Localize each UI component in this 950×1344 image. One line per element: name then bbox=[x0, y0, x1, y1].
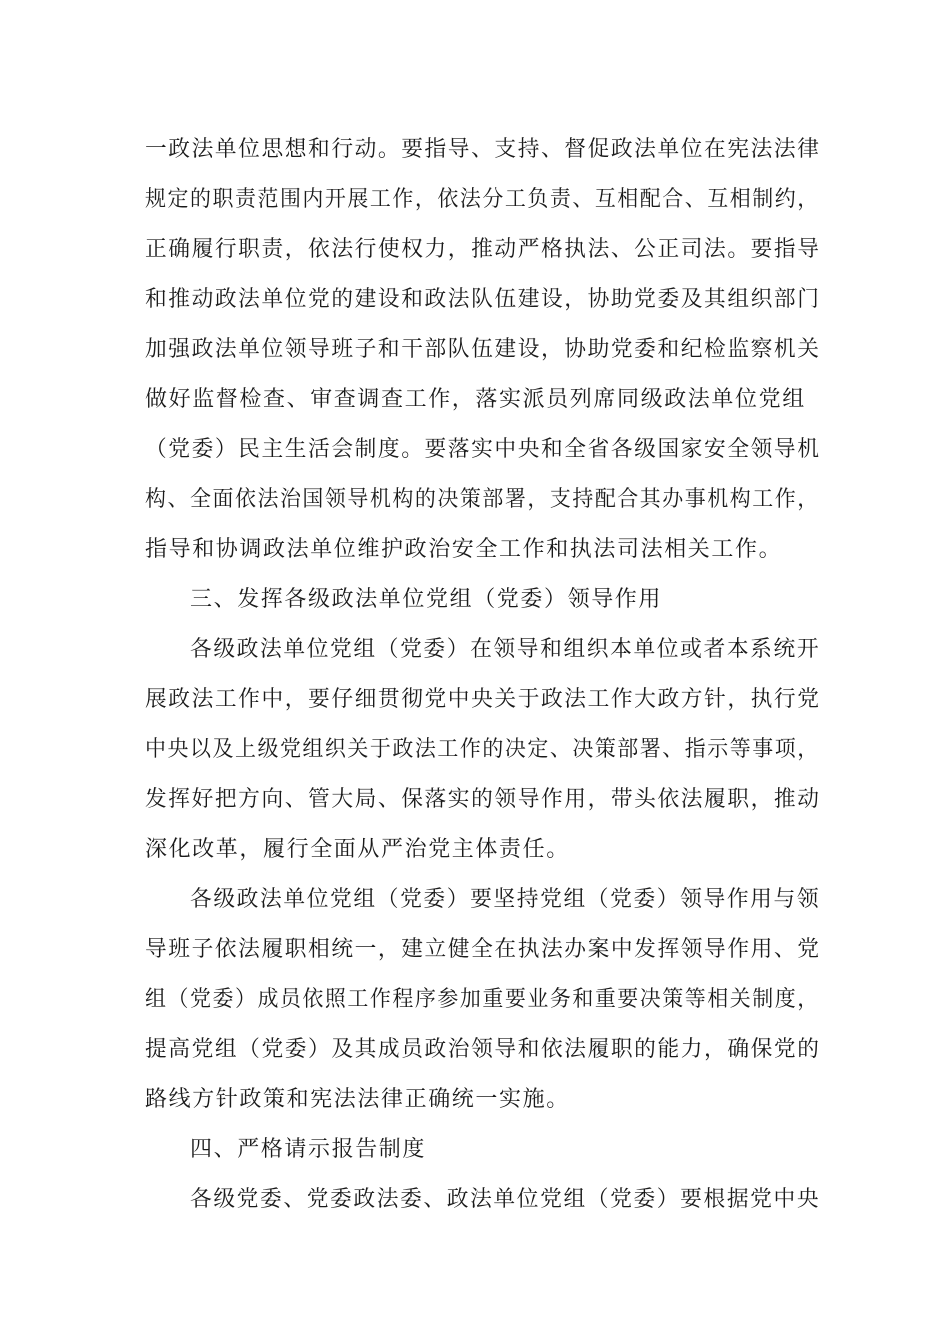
text-line: 正确履行职责，依法行使权力，推动严格执法、公正司法。要指导 bbox=[145, 237, 821, 262]
text-line: 展政法工作中，要仔细贯彻党中央关于政法工作大政方针，执行党 bbox=[145, 687, 821, 712]
text-line: 规定的职责范围内开展工作，依法分工负责、互相配合、互相制约， bbox=[145, 187, 820, 212]
text-line: 各级党委、党委政法委、政法单位党组（党委）要根据党中央 bbox=[190, 1187, 821, 1212]
text-line: 三、发挥各级政法单位党组（党委）领导作用 bbox=[190, 587, 663, 612]
text-line: 加强政法单位领导班子和干部队伍建设，协助党委和纪检监察机关 bbox=[145, 337, 821, 362]
text-line: 各级政法单位党组（党委）在领导和组织本单位或者本系统开 bbox=[190, 637, 821, 662]
text-line: 深化改革，履行全面从严治党主体责任。 bbox=[145, 837, 570, 862]
text-line: 做好监督检查、审查调查工作，落实派员列席同级政法单位党组 bbox=[145, 387, 806, 412]
text-line: 四、严格请示报告制度 bbox=[190, 1137, 427, 1162]
text-line: 发挥好把方向、管大局、保落实的领导作用，带头依法履职，推动 bbox=[145, 787, 821, 812]
text-line: 指导和协调政法单位维护政治安全工作和执法司法相关工作。 bbox=[145, 537, 783, 562]
text-line: 中央以及上级党组织关于政法工作的决定、决策部署、指示等事项， bbox=[145, 737, 820, 762]
text-line: 组（党委）成员依照工作程序参加重要业务和重要决策等相关制度， bbox=[145, 987, 820, 1012]
text-line: （党委）民主生活会制度。要落实中央和全省各级国家安全领导机 bbox=[145, 437, 821, 462]
text-line: 各级政法单位党组（党委）要坚持党组（党委）领导作用与领 bbox=[190, 887, 821, 912]
text-line: 导班子依法履职相统一，建立健全在执法办案中发挥领导作用、党 bbox=[145, 937, 821, 962]
text-line: 一政法单位思想和行动。要指导、支持、督促政法单位在宪法法律 bbox=[145, 137, 821, 162]
text-line: 和推动政法单位党的建设和政法队伍建设，协助党委及其组织部门 bbox=[145, 287, 821, 312]
text-line: 路线方针政策和宪法法律正确统一实施。 bbox=[145, 1087, 570, 1112]
text-line: 构、全面依法治国领导机构的决策部署，支持配合其办事机构工作， bbox=[145, 487, 820, 512]
text-line: 提高党组（党委）及其成员政治领导和依法履职的能力，确保党的 bbox=[145, 1037, 821, 1062]
